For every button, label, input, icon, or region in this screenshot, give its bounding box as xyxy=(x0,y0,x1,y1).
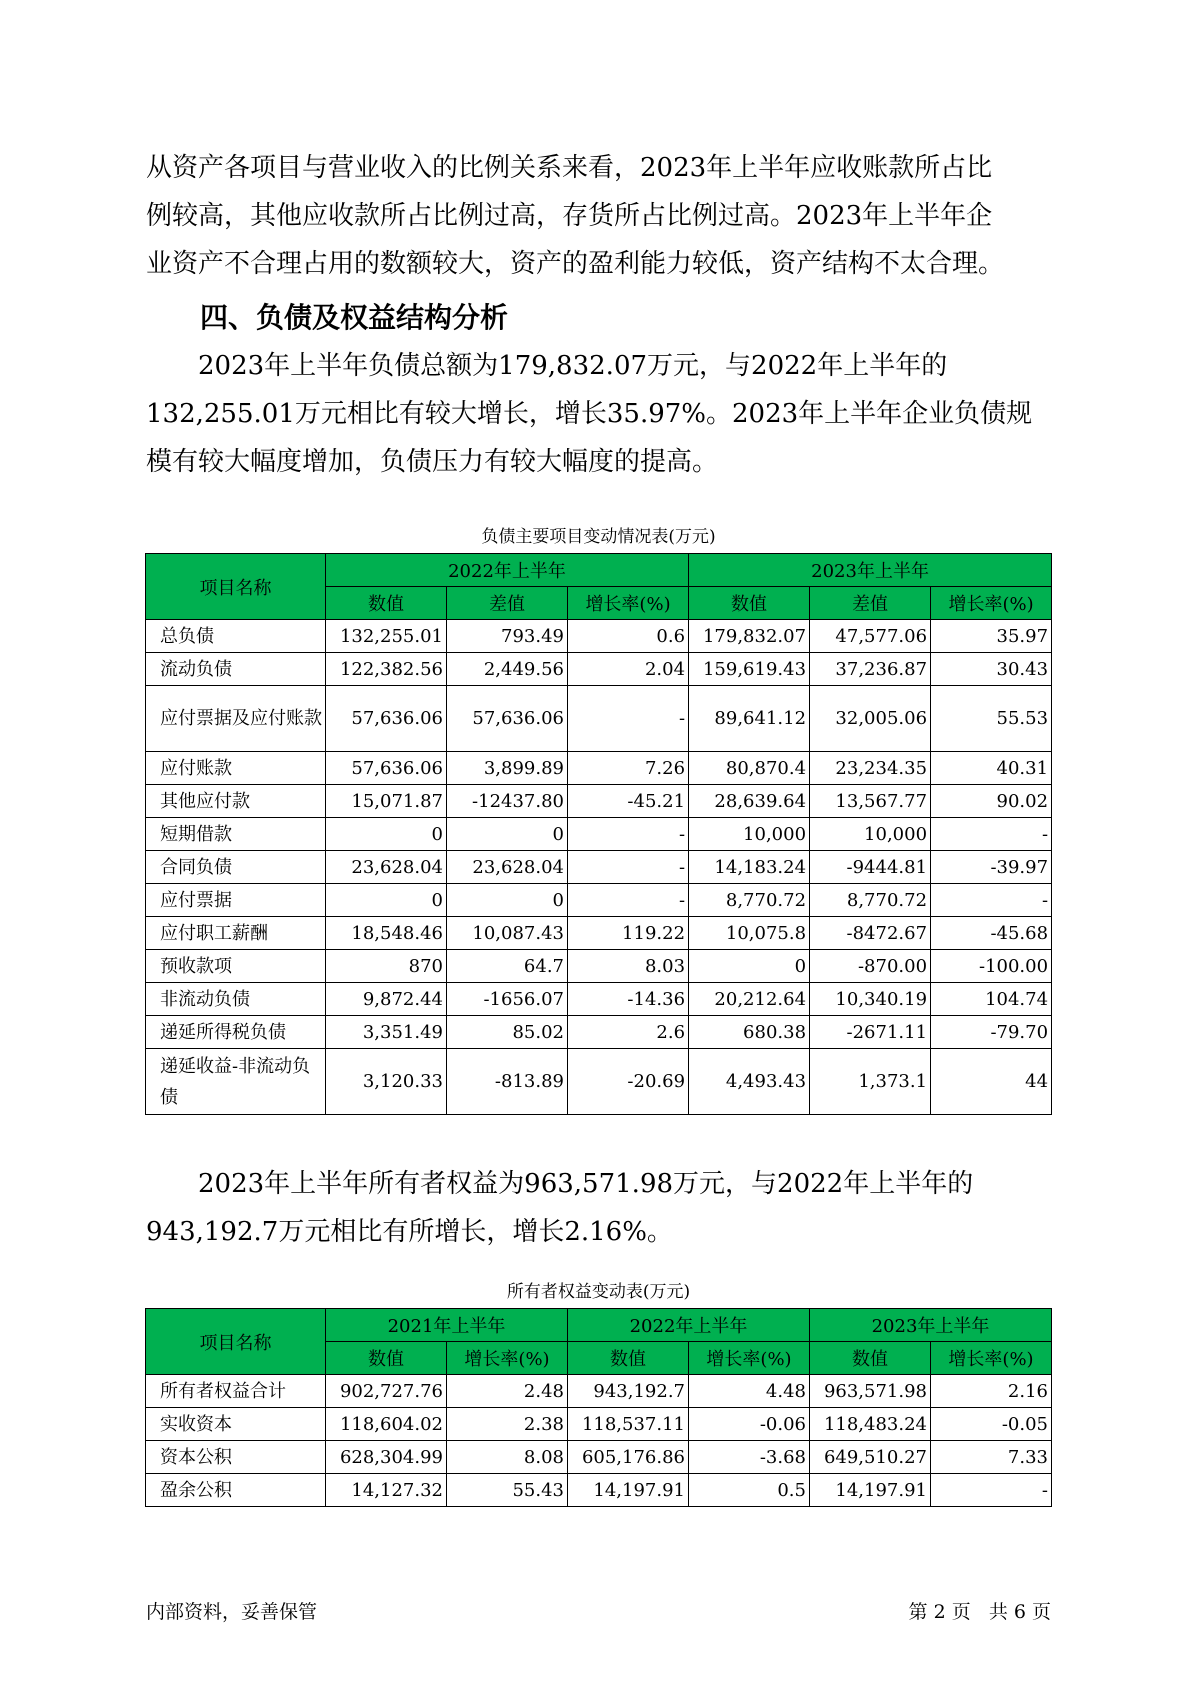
cell: 118,483.24 xyxy=(810,1408,931,1441)
cell: 15,071.87 xyxy=(326,785,447,818)
col-header-period: 2022年上半年 xyxy=(568,1309,810,1342)
table-row xyxy=(146,1049,1052,1115)
cell: 0 xyxy=(447,884,568,917)
cell: - xyxy=(568,686,689,752)
cell: 118,537.11 xyxy=(568,1408,689,1441)
liability-line: 2023年上半年负债总额为179,832.07万元，与2022年上半年的 xyxy=(198,351,948,381)
cell: 963,571.98 xyxy=(810,1375,931,1408)
cell: 40.31 xyxy=(931,752,1052,785)
liability-table-caption: 负债主要项目变动情况表(万元) xyxy=(481,527,716,547)
cell: 1,373.1 xyxy=(810,1049,931,1115)
equity-line: 2023年上半年所有者权益为963,571.98万元，与2022年上半年的 xyxy=(198,1169,974,1199)
cell: -39.97 xyxy=(931,851,1052,884)
col-header-rate: 增长率(%) xyxy=(931,587,1052,620)
cell: 10,000 xyxy=(689,818,810,851)
table-row xyxy=(146,950,1052,983)
table-row xyxy=(146,1408,1052,1441)
cell: 89,641.12 xyxy=(689,686,810,752)
cell: 35.97 xyxy=(931,620,1052,653)
cell: -870.00 xyxy=(810,950,931,983)
cell: 943,192.7 xyxy=(568,1375,689,1408)
cell: -0.05 xyxy=(931,1408,1052,1441)
liability-paragraph xyxy=(146,342,1051,486)
table-row xyxy=(146,752,1052,785)
footer-confidential: 内部资料，妥善保管 xyxy=(146,1601,318,1623)
cell: 7.26 xyxy=(568,752,689,785)
cell: 118,604.02 xyxy=(326,1408,447,1441)
equity-line: 943,192.7万元相比有所增长，增长2.16%。 xyxy=(146,1217,673,1247)
cell: 10,075.8 xyxy=(689,917,810,950)
row-label: 递延所得税负债 xyxy=(146,1016,326,1049)
table-row xyxy=(146,686,1052,752)
cell: 122,382.56 xyxy=(326,653,447,686)
row-label: 递延收益-非流动负债 xyxy=(146,1049,326,1115)
cell: 680.38 xyxy=(689,1016,810,1049)
cell: 605,176.86 xyxy=(568,1441,689,1474)
cell: -12437.80 xyxy=(447,785,568,818)
col-header-diff: 差值 xyxy=(447,587,568,620)
cell: 0 xyxy=(689,950,810,983)
col-header-period: 2023年上半年 xyxy=(810,1309,1052,1342)
cell: 8.08 xyxy=(447,1441,568,1474)
cell: -45.68 xyxy=(931,917,1052,950)
cell: 9,872.44 xyxy=(326,983,447,1016)
cell: 18,548.46 xyxy=(326,917,447,950)
cell: 902,727.76 xyxy=(326,1375,447,1408)
cell: 132,255.01 xyxy=(326,620,447,653)
cell: 57,636.06 xyxy=(326,686,447,752)
col-header-rate: 增长率(%) xyxy=(447,1342,568,1375)
cell: 28,639.64 xyxy=(689,785,810,818)
row-label: 其他应付款 xyxy=(146,785,326,818)
table-row xyxy=(146,1441,1052,1474)
table-row xyxy=(146,620,1052,653)
cell: 0 xyxy=(326,818,447,851)
col-header-item: 项目名称 xyxy=(146,554,326,620)
cell: 23,628.04 xyxy=(326,851,447,884)
cell: 2,449.56 xyxy=(447,653,568,686)
row-label: 资本公积 xyxy=(146,1441,326,1474)
table-row xyxy=(146,983,1052,1016)
cell: - xyxy=(568,884,689,917)
cell: 80,870.4 xyxy=(689,752,810,785)
cell: 10,087.43 xyxy=(447,917,568,950)
cell: 2.48 xyxy=(447,1375,568,1408)
row-label: 应付票据及应付账款 xyxy=(146,686,326,752)
cell: 0.5 xyxy=(689,1474,810,1507)
liability-line: 132,255.01万元相比有较大增长，增长35.97%。2023年上半年企业负债规 xyxy=(146,399,1033,429)
cell: 4,493.43 xyxy=(689,1049,810,1115)
equity-paragraph xyxy=(146,1160,1051,1256)
row-label: 所有者权益合计 xyxy=(146,1375,326,1408)
cell: 649,510.27 xyxy=(810,1441,931,1474)
intro-line: 从资产各项目与营业收入的比例关系来看，2023年上半年应收账款所占比 xyxy=(146,153,993,183)
cell: 10,000 xyxy=(810,818,931,851)
row-label: 流动负债 xyxy=(146,653,326,686)
cell: 20,212.64 xyxy=(689,983,810,1016)
cell: 3,351.49 xyxy=(326,1016,447,1049)
cell: -14.36 xyxy=(568,983,689,1016)
intro-line: 业资产不合理占用的数额较大，资产的盈利能力较低，资产结构不太合理。 xyxy=(146,249,1005,279)
cell: 870 xyxy=(326,950,447,983)
cell: - xyxy=(931,818,1052,851)
cell: 7.33 xyxy=(931,1441,1052,1474)
cell: - xyxy=(931,884,1052,917)
row-label: 短期借款 xyxy=(146,818,326,851)
col-header-value: 数值 xyxy=(568,1342,689,1375)
cell: 57,636.06 xyxy=(326,752,447,785)
cell: 8,770.72 xyxy=(810,884,931,917)
cell: 8,770.72 xyxy=(689,884,810,917)
section-heading: 四、负债及权益结构分析 xyxy=(200,301,509,334)
col-header-value: 数值 xyxy=(326,587,447,620)
cell: 90.02 xyxy=(931,785,1052,818)
row-label: 应付账款 xyxy=(146,752,326,785)
cell: -1656.07 xyxy=(447,983,568,1016)
col-header-period: 2022年上半年 xyxy=(326,554,689,587)
cell: 0.6 xyxy=(568,620,689,653)
row-label: 实收资本 xyxy=(146,1408,326,1441)
cell: 23,234.35 xyxy=(810,752,931,785)
row-label: 合同负债 xyxy=(146,851,326,884)
liability-table xyxy=(145,553,1052,1115)
cell: 55.53 xyxy=(931,686,1052,752)
table-row xyxy=(146,653,1052,686)
table-row xyxy=(146,818,1052,851)
cell: 57,636.06 xyxy=(447,686,568,752)
col-header-rate: 增长率(%) xyxy=(568,587,689,620)
cell: 37,236.87 xyxy=(810,653,931,686)
row-label: 非流动负债 xyxy=(146,983,326,1016)
cell: 3,120.33 xyxy=(326,1049,447,1115)
intro-line: 例较高，其他应收款所占比例过高，存货所占比例过高。2023年上半年企 xyxy=(146,201,993,231)
cell: 2.04 xyxy=(568,653,689,686)
cell: 14,197.91 xyxy=(568,1474,689,1507)
cell: 14,183.24 xyxy=(689,851,810,884)
col-header-item: 项目名称 xyxy=(146,1309,326,1375)
cell: -45.21 xyxy=(568,785,689,818)
cell: 55.43 xyxy=(447,1474,568,1507)
cell: 47,577.06 xyxy=(810,620,931,653)
col-header-value: 数值 xyxy=(326,1342,447,1375)
cell: 793.49 xyxy=(447,620,568,653)
col-header-rate: 增长率(%) xyxy=(931,1342,1052,1375)
page-number: 第 2 页 共 6 页 xyxy=(908,1601,1051,1623)
table-row xyxy=(146,1474,1052,1507)
cell: 0 xyxy=(447,818,568,851)
col-header-value: 数值 xyxy=(689,587,810,620)
cell: 628,304.99 xyxy=(326,1441,447,1474)
col-header-rate: 增长率(%) xyxy=(689,1342,810,1375)
cell: 14,127.32 xyxy=(326,1474,447,1507)
row-label: 盈余公积 xyxy=(146,1474,326,1507)
table-row xyxy=(146,884,1052,917)
cell: 4.48 xyxy=(689,1375,810,1408)
cell: 8.03 xyxy=(568,950,689,983)
cell: -813.89 xyxy=(447,1049,568,1115)
table-row xyxy=(146,785,1052,818)
intro-paragraph xyxy=(146,144,1051,288)
liability-line: 模有较大幅度增加，负债压力有较大幅度的提高。 xyxy=(146,447,719,477)
col-header-period: 2021年上半年 xyxy=(326,1309,568,1342)
table-row xyxy=(146,1016,1052,1049)
cell: -79.70 xyxy=(931,1016,1052,1049)
row-label: 应付票据 xyxy=(146,884,326,917)
cell: - xyxy=(568,818,689,851)
col-header-period: 2023年上半年 xyxy=(689,554,1052,587)
cell: - xyxy=(568,851,689,884)
cell: -3.68 xyxy=(689,1441,810,1474)
table-row xyxy=(146,1375,1052,1408)
table-row xyxy=(146,851,1052,884)
cell: 2.6 xyxy=(568,1016,689,1049)
cell: -20.69 xyxy=(568,1049,689,1115)
cell: 179,832.07 xyxy=(689,620,810,653)
cell: -2671.11 xyxy=(810,1016,931,1049)
cell: 13,567.77 xyxy=(810,785,931,818)
cell: 0 xyxy=(326,884,447,917)
cell: 14,197.91 xyxy=(810,1474,931,1507)
cell: 44 xyxy=(931,1049,1052,1115)
row-label: 总负债 xyxy=(146,620,326,653)
cell: 30.43 xyxy=(931,653,1052,686)
row-label: 预收款项 xyxy=(146,950,326,983)
equity-table xyxy=(145,1308,1052,1507)
col-header-value: 数值 xyxy=(810,1342,931,1375)
row-label: 应付职工薪酬 xyxy=(146,917,326,950)
cell: -8472.67 xyxy=(810,917,931,950)
cell: 10,340.19 xyxy=(810,983,931,1016)
cell: -100.00 xyxy=(931,950,1052,983)
cell: 159,619.43 xyxy=(689,653,810,686)
cell: -0.06 xyxy=(689,1408,810,1441)
cell: 2.16 xyxy=(931,1375,1052,1408)
cell: 64.7 xyxy=(447,950,568,983)
cell: 104.74 xyxy=(931,983,1052,1016)
equity-table-caption: 所有者权益变动表(万元) xyxy=(506,1282,691,1302)
cell: 23,628.04 xyxy=(447,851,568,884)
cell: 2.38 xyxy=(447,1408,568,1441)
cell: 3,899.89 xyxy=(447,752,568,785)
col-header-diff: 差值 xyxy=(810,587,931,620)
cell: - xyxy=(931,1474,1052,1507)
cell: 119.22 xyxy=(568,917,689,950)
table-row xyxy=(146,917,1052,950)
cell: 32,005.06 xyxy=(810,686,931,752)
cell: -9444.81 xyxy=(810,851,931,884)
cell: 85.02 xyxy=(447,1016,568,1049)
